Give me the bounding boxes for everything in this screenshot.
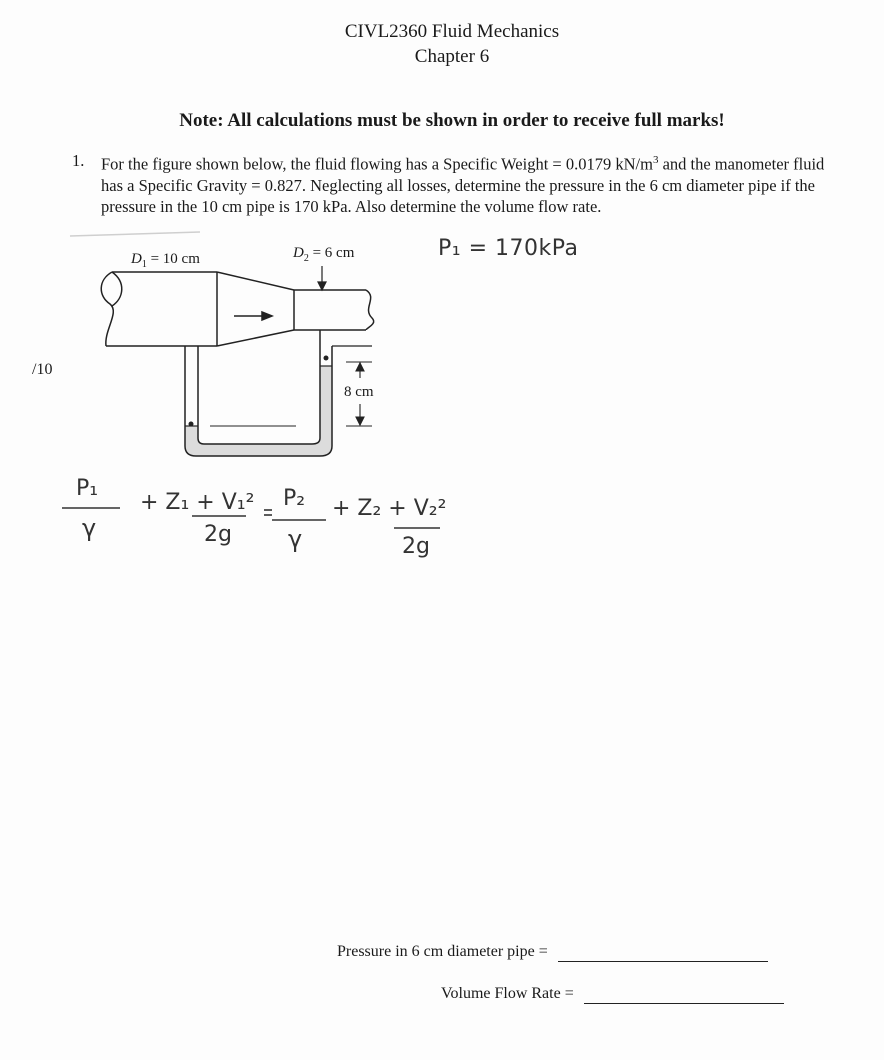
- pressure-label: Pressure in 6 cm diameter pipe =: [337, 943, 548, 960]
- hand-lhs-numerator: P₁: [76, 476, 99, 501]
- pipe-outline: [101, 272, 373, 346]
- pressure-answer-row: [337, 942, 768, 962]
- question-number: 1.: [72, 151, 85, 170]
- hand-lhs-2g: 2g: [204, 522, 232, 547]
- d2-label: $D_2 = 6$ cm: [293, 245, 355, 264]
- course-title: CIVL2360 Fluid Mechanics: [344, 21, 560, 42]
- chapter-title: Chapter 6: [414, 46, 490, 67]
- hand-rhs-denominator: γ: [288, 525, 303, 553]
- flow-arrow: [234, 312, 272, 320]
- pressure-answer-blank[interactable]: [558, 947, 768, 962]
- flow-label: Volume Flow Rate =: [441, 985, 574, 1002]
- hand-lhs-terms: + Z₁ + V₁²: [140, 490, 255, 515]
- gap-label: 8 cm: [344, 384, 374, 400]
- d2-arrow: [318, 266, 326, 290]
- hand-lhs-denominator: γ: [82, 514, 97, 542]
- hand-rhs-numerator: P₂: [283, 486, 306, 511]
- hand-rhs-terms: + Z₂ + V₂²: [332, 496, 447, 521]
- score-box: /10: [32, 361, 53, 378]
- marks-note: Note: All calculations must be shown in order to receive full marks!: [179, 110, 725, 131]
- handwritten-p1-note: P₁ = 170kPa: [438, 236, 579, 261]
- flow-answer-row: [441, 984, 784, 1004]
- flow-answer-blank[interactable]: [584, 989, 784, 1004]
- d1-label: $D_1 = 10$ cm: [131, 251, 200, 270]
- question-text: For the figure shown below, the fluid flowing has a Specific Weight = 0.0179 $kN/m^3$ and the manometer fluid has a Specific Gravity = 0.827. Neglecting all losses, determine the pressure in the 6 cm diameter pipe if the pressure in the 10 cm pipe is 170 kPa. Also determine the volume flow rate.: [101, 154, 825, 216]
- hand-rhs-2g: 2g: [402, 534, 430, 559]
